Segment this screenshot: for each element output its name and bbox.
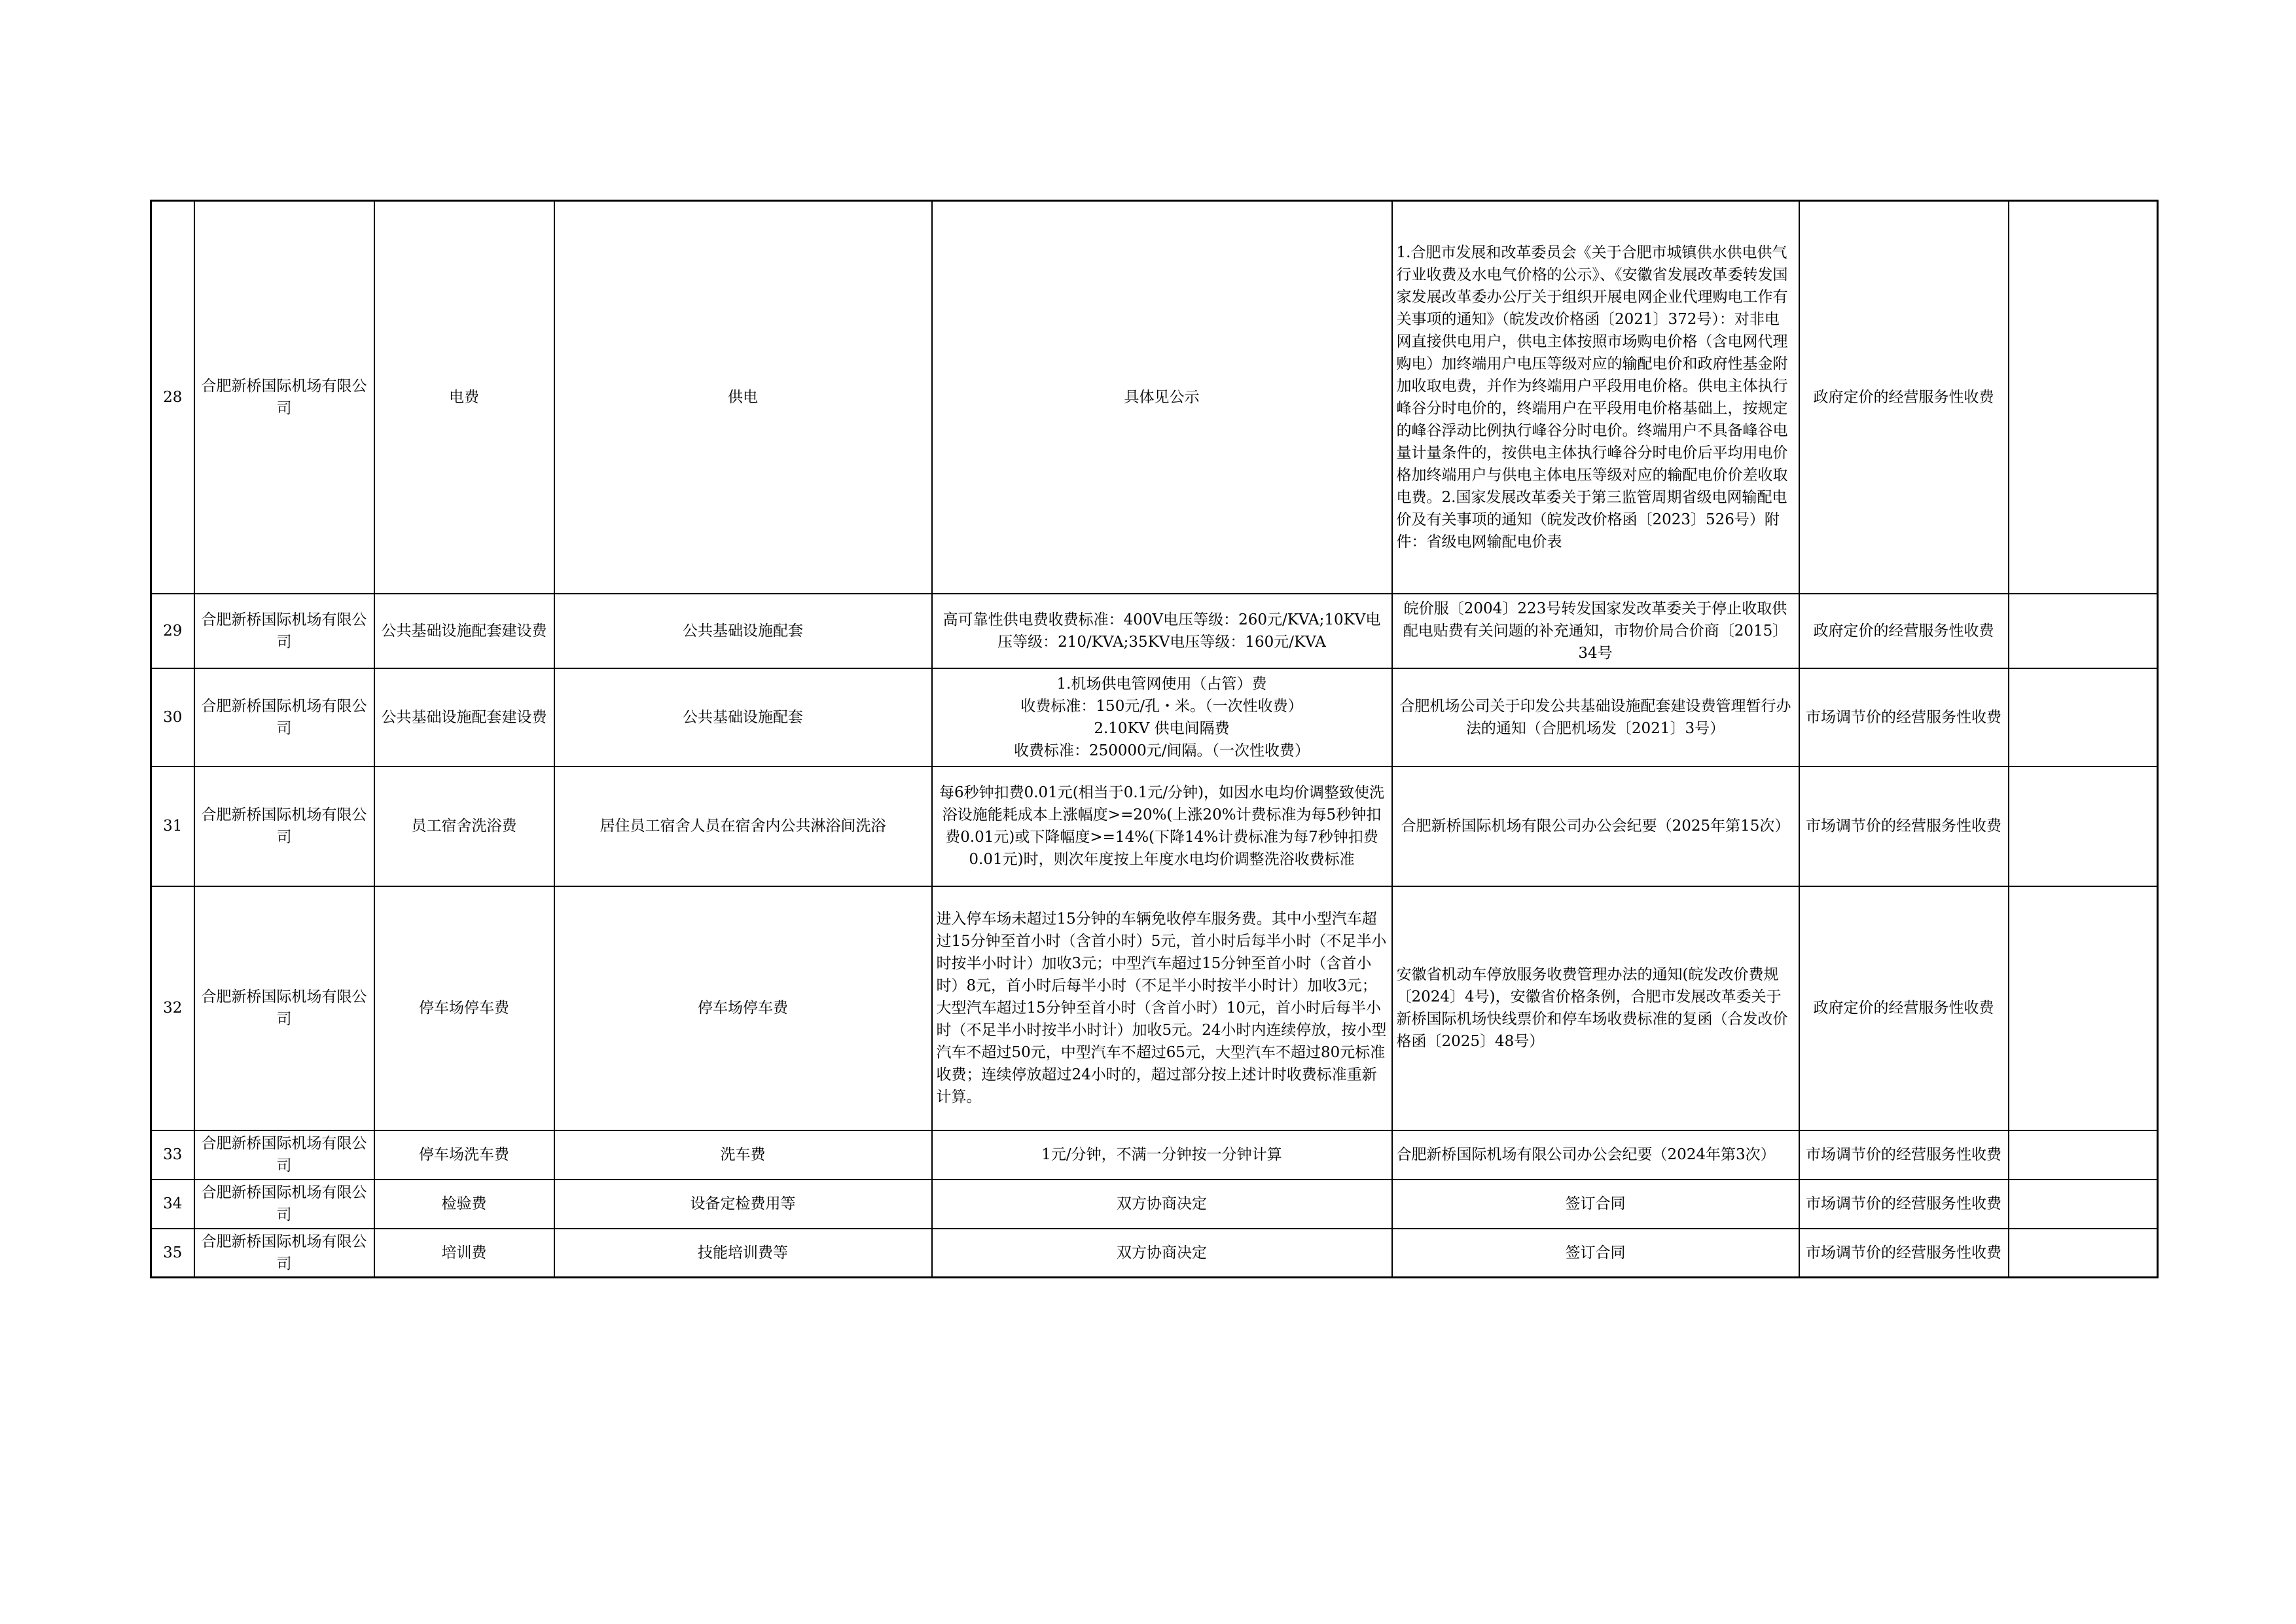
fee-name: 公共基础设施配套建设费 — [374, 668, 554, 767]
fee-note — [2009, 1229, 2158, 1278]
unit-name: 合肥新桥国际机场有限公司 — [194, 1130, 374, 1180]
fee-type: 政府定价的经营服务性收费 — [1799, 594, 2009, 668]
fee-object: 居住员工宿舍人员在宿舍内公共淋浴间洗浴 — [554, 767, 932, 886]
fee-note — [2009, 1130, 2158, 1180]
fee-basis: 1.合肥市发展和改革委员会《关于合肥市城镇供水供电供气行业收费及水电气价格的公示》、《安徽省发展改革委转发国家发展改革委办公厅关于组织开展电网企业代理购电工作有关事项的通知》（皖发改价格函〔2021〕372号）：对非电网直接供电用户，供电主体按照市场购电价格（含电网代理购电）加终端用户电压等级对应的输配电价和政府性基金附加收取电费，并作为终端用户平段用电价格。供电主体执行峰谷分时电价的，终端用户在平段用电价格基础上，按规定的峰谷浮动比例执行峰谷分时电价。终端用户不具备峰谷电量计量条件的，按供电主体执行峰谷分时电价后平均用电价格加终端用户与供电主体电压等级对应的输配电价价差收取电费。2.国家发展改革委关于第三监管周期省级电网输配电价及有关事项的通知（皖发改价格函〔2023〕526号）附件：省级电网输配电价表 — [1392, 201, 1799, 594]
fee-basis: 皖价服〔2004〕223号转发国家发改革委关于停止收取供配电贴费有关问题的补充通知，市物价局合价商〔2015〕34号 — [1392, 594, 1799, 668]
fee-object: 公共基础设施配套 — [554, 594, 932, 668]
fee-type: 市场调节价的经营服务性收费 — [1799, 1180, 2009, 1229]
fee-standard-line: 2.10KV 供电间隔费 — [1094, 719, 1230, 737]
unit-name: 合肥新桥国际机场有限公司 — [194, 668, 374, 767]
fee-standard: 双方协商决定 — [932, 1180, 1392, 1229]
row-number: 31 — [151, 767, 194, 886]
unit-name: 合肥新桥国际机场有限公司 — [194, 594, 374, 668]
fee-note — [2009, 594, 2158, 668]
fee-standard — [932, 668, 1392, 767]
fee-object: 供电 — [554, 201, 932, 594]
fee-basis: 合肥新桥国际机场有限公司办公会纪要（2024年第3次） — [1392, 1130, 1799, 1180]
fee-standard-line: 收费标准：250000元/间隔。（一次性收费） — [1013, 742, 1310, 759]
fee-type: 市场调节价的经营服务性收费 — [1799, 668, 2009, 767]
table-row — [151, 1130, 2158, 1180]
fee-standard: 1元/分钟，不满一分钟按一分钟计算 — [932, 1130, 1392, 1180]
fee-name: 停车场停车费 — [374, 886, 554, 1130]
fee-basis: 合肥机场公司关于印发公共基础设施配套建设费管理暂行办法的通知（合肥机场发〔2021〕3号） — [1392, 668, 1799, 767]
fee-note — [2009, 668, 2158, 767]
unit-name: 合肥新桥国际机场有限公司 — [194, 1180, 374, 1229]
fee-type: 市场调节价的经营服务性收费 — [1799, 767, 2009, 886]
unit-name: 合肥新桥国际机场有限公司 — [194, 886, 374, 1130]
row-number: 30 — [151, 668, 194, 767]
fee-type: 市场调节价的经营服务性收费 — [1799, 1229, 2009, 1278]
fee-name: 检验费 — [374, 1180, 554, 1229]
fee-name: 公共基础设施配套建设费 — [374, 594, 554, 668]
table-row — [151, 668, 2158, 767]
table-row — [151, 594, 2158, 668]
fee-note — [2009, 1180, 2158, 1229]
fee-table — [150, 200, 2159, 1278]
fee-name: 培训费 — [374, 1229, 554, 1278]
fee-object: 公共基础设施配套 — [554, 668, 932, 767]
fee-basis: 签订合同 — [1392, 1229, 1799, 1278]
table-row — [151, 201, 2158, 594]
fee-type: 政府定价的经营服务性收费 — [1799, 201, 2009, 594]
fee-note — [2009, 767, 2158, 886]
table-row — [151, 767, 2158, 886]
fee-standard: 进入停车场未超过15分钟的车辆免收停车服务费。其中小型汽车超过15分钟至首小时（含首小时）5元，首小时后每半小时（不足半小时按半小时计）加收3元；中型汽车超过15分钟至首小时（含首小时）8元，首小时后每半小时（不足半小时按半小时计）加收3元；大型汽车超过15分钟至首小时（含首小时）10元，首小时后每半小时（不足半小时按半小时计）加收5元。24小时内连续停放，按小型汽车不超过50元，中型汽车不超过65元，大型汽车不超过80元标准收费；连续停放超过24小时的，超过部分按上述计时收费标准重新计算。 — [932, 886, 1392, 1130]
fee-standard-line: 收费标准：150元/孔・米。（一次性收费） — [1020, 697, 1303, 715]
fee-note — [2009, 201, 2158, 594]
table-row — [151, 886, 2158, 1130]
row-number: 35 — [151, 1229, 194, 1278]
fee-basis: 签订合同 — [1392, 1180, 1799, 1229]
fee-note — [2009, 886, 2158, 1130]
row-number: 33 — [151, 1130, 194, 1180]
fee-standard: 高可靠性供电费收费标准：400V电压等级：260元/KVA;10KV电压等级：210/KVA;35KV电压等级：160元/KVA — [932, 594, 1392, 668]
fee-name: 停车场洗车费 — [374, 1130, 554, 1180]
fee-basis: 合肥新桥国际机场有限公司办公会纪要（2025年第15次） — [1392, 767, 1799, 886]
row-number: 29 — [151, 594, 194, 668]
table-row — [151, 1180, 2158, 1229]
fee-object: 技能培训费等 — [554, 1229, 932, 1278]
fee-name: 电费 — [374, 201, 554, 594]
fee-name: 员工宿舍洗浴费 — [374, 767, 554, 886]
fee-type: 政府定价的经营服务性收费 — [1799, 886, 2009, 1130]
fee-object: 设备定检费用等 — [554, 1180, 932, 1229]
fee-basis: 安徽省机动车停放服务收费管理办法的通知(皖发改价费规〔2024〕4号)，安徽省价格条例，合肥市发展改革委关于新桥国际机场快线票价和停车场收费标准的复函（合发改价格函〔2025〕48号） — [1392, 886, 1799, 1130]
unit-name: 合肥新桥国际机场有限公司 — [194, 1229, 374, 1278]
table-row — [151, 1229, 2158, 1278]
fee-standard-line: 1.机场供电管网使用（占管）费 — [1056, 675, 1267, 693]
row-number: 32 — [151, 886, 194, 1130]
fee-type: 市场调节价的经营服务性收费 — [1799, 1130, 2009, 1180]
row-number: 34 — [151, 1180, 194, 1229]
unit-name: 合肥新桥国际机场有限公司 — [194, 201, 374, 594]
fee-object: 停车场停车费 — [554, 886, 932, 1130]
fee-standard: 具体见公示 — [932, 201, 1392, 594]
row-number: 28 — [151, 201, 194, 594]
unit-name: 合肥新桥国际机场有限公司 — [194, 767, 374, 886]
fee-standard: 双方协商决定 — [932, 1229, 1392, 1278]
fee-object: 洗车费 — [554, 1130, 932, 1180]
fee-standard: 每6秒钟扣费0.01元(相当于0.1元/分钟)，如因水电均价调整致使洗浴设施能耗成本上涨幅度>=20%(上涨20%计费标准为每5秒钟扣费0.01元)或下降幅度>=14%(下降14%计费标准为每7秒钟扣费0.01元)时，则次年度按上年度水电均价调整洗浴收费标准 — [932, 767, 1392, 886]
